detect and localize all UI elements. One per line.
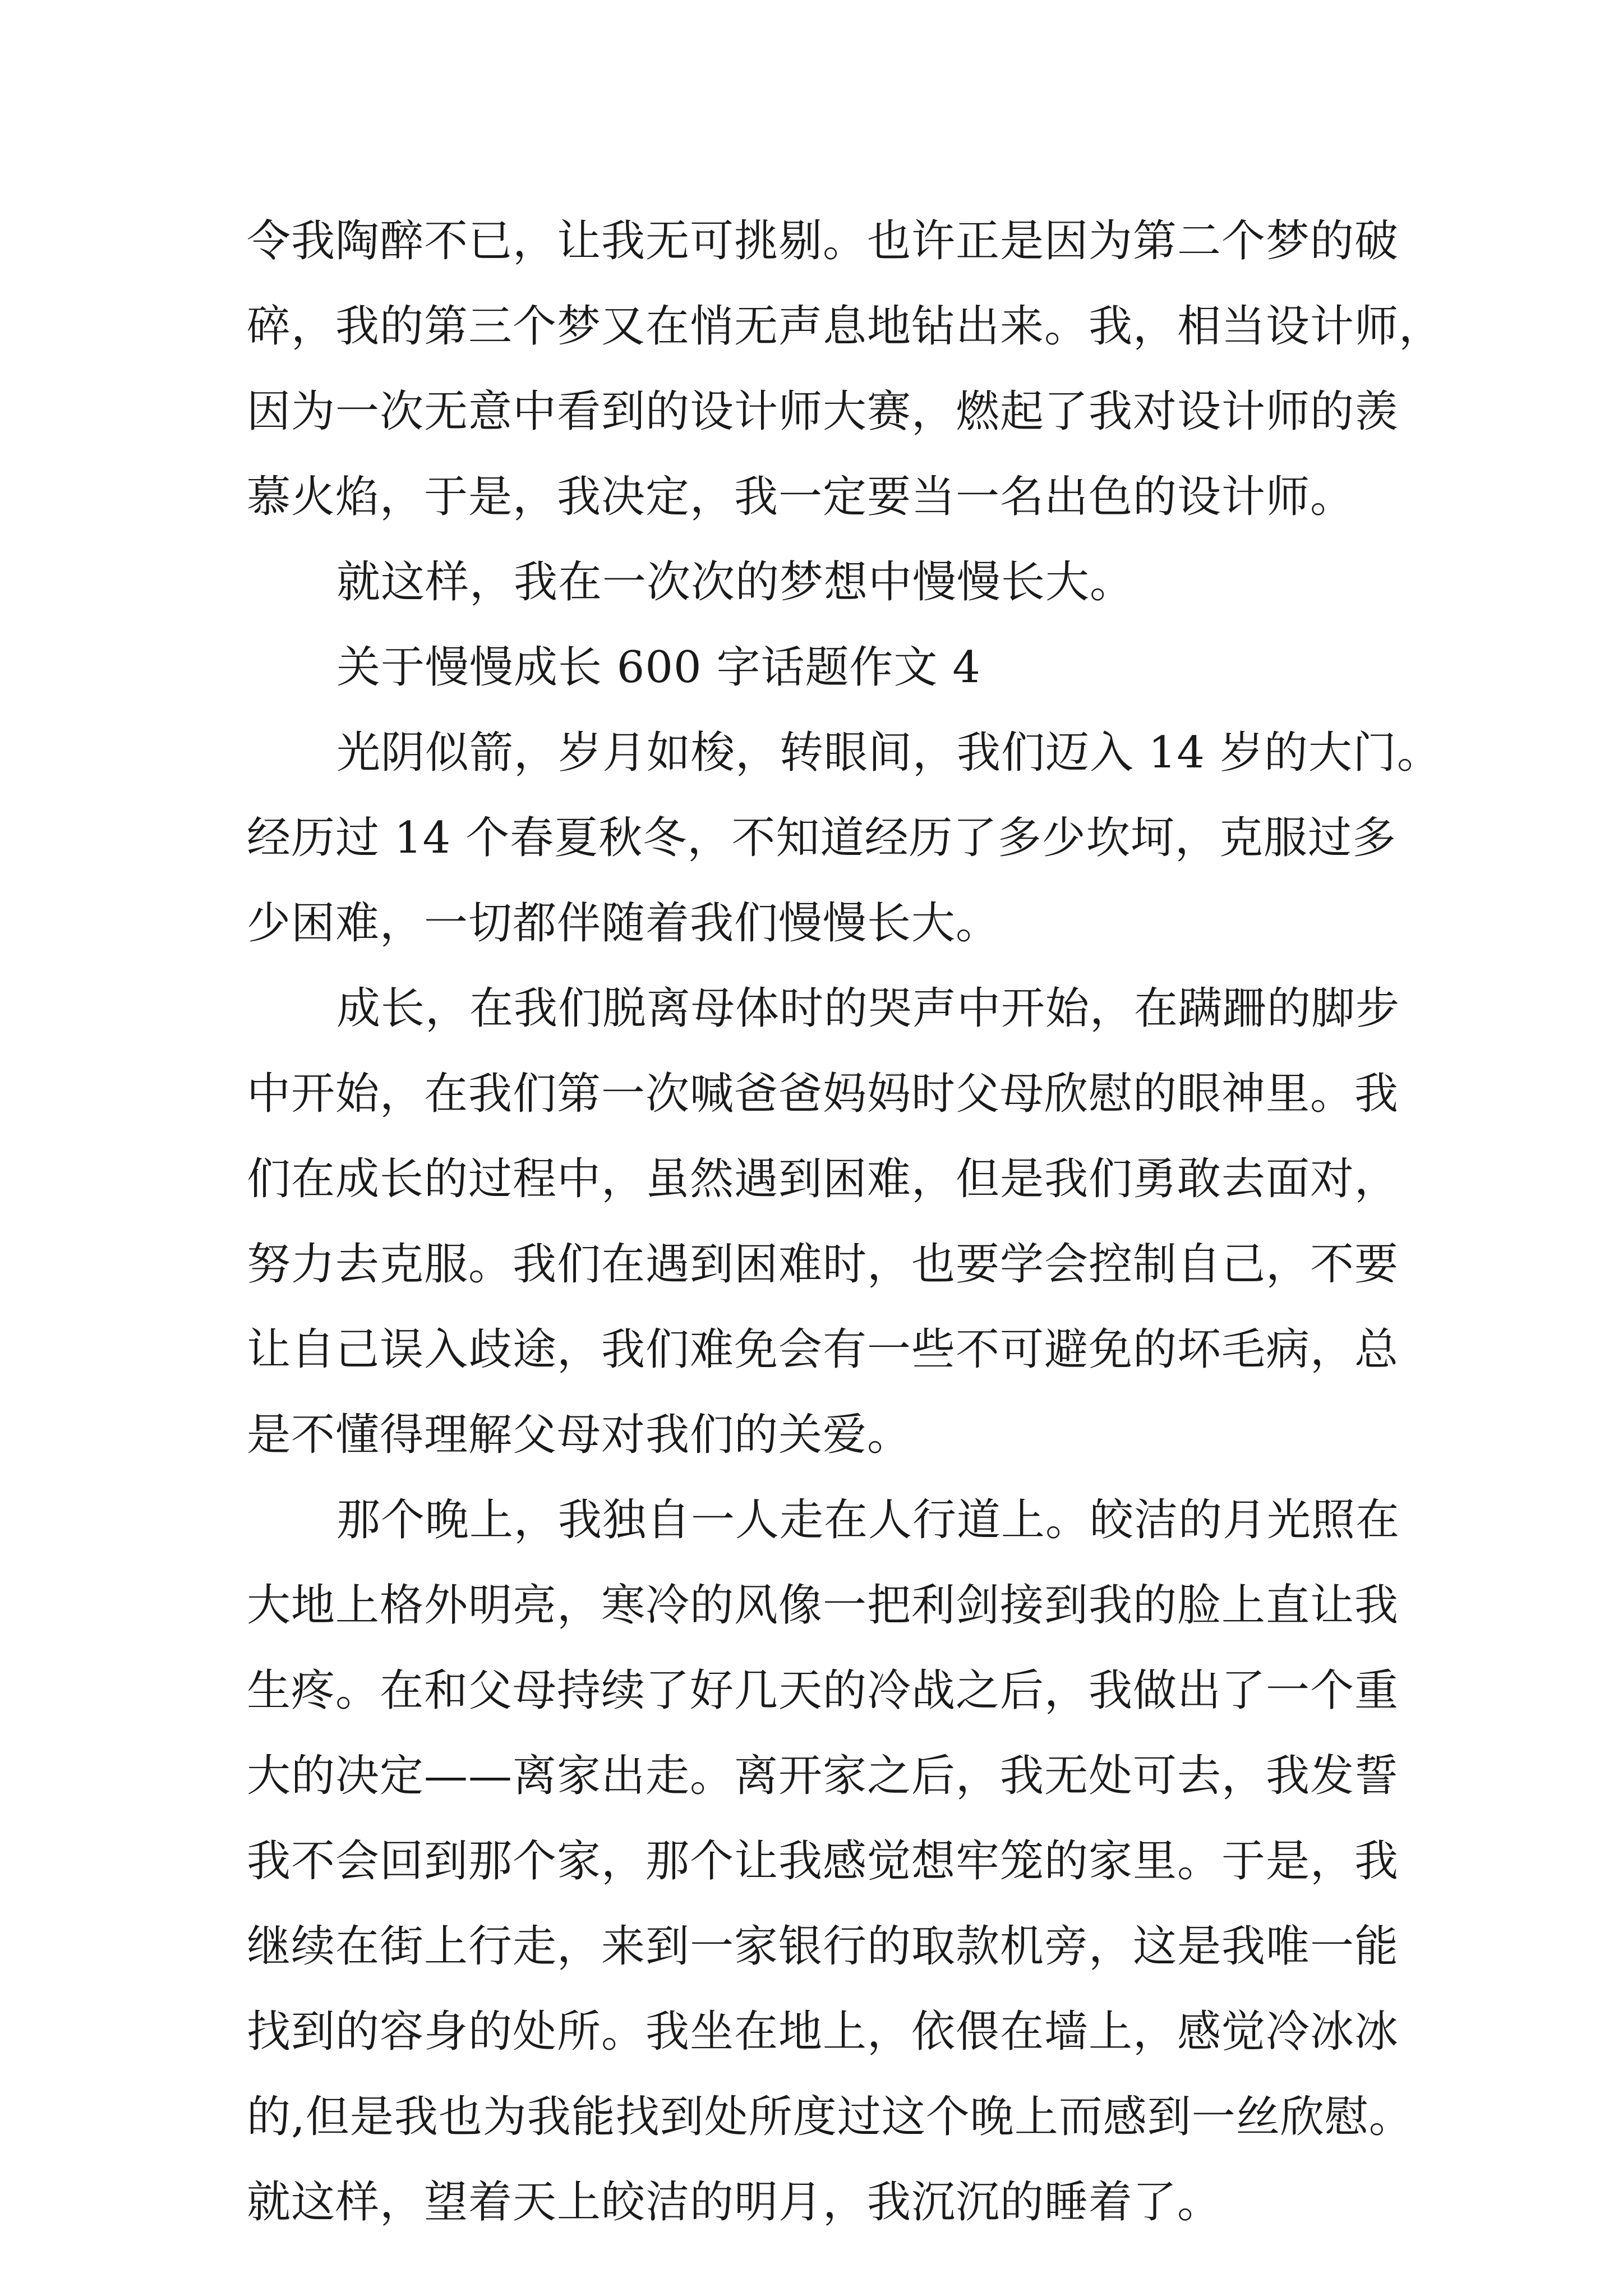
text-line: 生疼。在和父母持续了好几天的冷战之后，我做出了一个重 xyxy=(247,1665,1399,1716)
text-line: 让自己误入歧途，我们难免会有一些不可避免的坏毛病，总 xyxy=(247,1324,1399,1375)
text-line: 继续在街上行走，来到一家银行的取款机旁，这是我唯一能 xyxy=(247,1921,1399,1972)
text-line: 令我陶醉不已，让我无可挑剔。也许正是因为第二个梦的破 xyxy=(247,216,1399,266)
paragraph-line: 光阴似箭，岁月如梭，转眼间，我们迈入 14 岁的大门。 xyxy=(336,728,1441,778)
text-line: 的,但是我也为我能找到处所度过这个晚上而感到一丝欣慰。 xyxy=(247,2092,1413,2142)
text-line: 我不会回到那个家，那个让我感觉想牢笼的家里。于是，我 xyxy=(247,1836,1399,1887)
text-line: 是不懂得理解父母对我们的关爱。 xyxy=(247,1410,912,1460)
section-heading: 关于慢慢成长 600 字话题作文 4 xyxy=(336,642,981,693)
text-line: 经历过 14 个春夏秋冬，不知道经历了多少坎坷，克服过多 xyxy=(247,813,1396,863)
text-line: 碎，我的第三个梦又在悄无声息地钻出来。我，相当设计师， xyxy=(247,301,1444,352)
text-line: 就这样，望着天上皎洁的明月，我沉沉的睡着了。 xyxy=(247,2177,1222,2228)
text-line: 们在成长的过程中，虽然遇到困难，但是我们勇敢去面对， xyxy=(247,1154,1399,1204)
paragraph-line: 成长，在我们脱离母体时的哭声中开始，在蹒跚的脚步 xyxy=(336,983,1400,1034)
text-line: 大地上格外明亮，寒冷的风像一把利剑接到我的脸上直让我 xyxy=(247,1580,1399,1631)
text-line: 因为一次无意中看到的设计师大赛，燃起了我对设计师的羡 xyxy=(247,386,1399,437)
text-line: 努力去克服。我们在遇到困难时，也要学会控制自己，不要 xyxy=(247,1239,1399,1290)
text-line: 慕火焰，于是，我决定，我一定要当一名出色的设计师。 xyxy=(247,472,1355,522)
paragraph-line: 那个晚上，我独自一人走在人行道上。皎洁的月光照在 xyxy=(336,1495,1400,1545)
text-line: 少困难，一切都伴随着我们慢慢长大。 xyxy=(247,898,1000,949)
text-line: 大的决定——离家出走。离开家之后，我无处可去，我发誓 xyxy=(247,1751,1399,1801)
text-line: 找到的容身的处所。我坐在地上，依偎在墙上，感觉冷冰冰 xyxy=(247,2007,1399,2057)
paragraph-line: 就这样，我在一次次的梦想中慢慢长大。 xyxy=(336,557,1135,608)
text-line: 中开始，在我们第一次喊爸爸妈妈时父母欣慰的眼神里。我 xyxy=(247,1069,1399,1119)
